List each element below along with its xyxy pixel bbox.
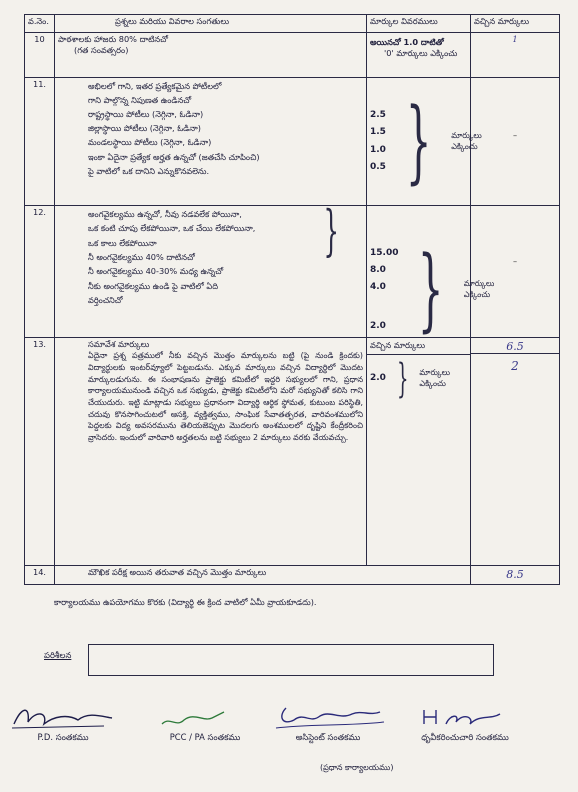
row-description xyxy=(55,33,367,78)
description-line: ఒక కంటి చూపు లేకపోయినా, ఒక చేయి లేకపోయినా, xyxy=(88,223,256,234)
head-office-note: (ప్రధాన కార్యాలయము) xyxy=(320,763,394,772)
table-row xyxy=(25,338,560,566)
table-row xyxy=(25,566,560,585)
row-description xyxy=(55,566,471,585)
description-line: ఒక కాలు లేకపోయినా xyxy=(88,237,157,248)
marks-table xyxy=(24,14,560,585)
marks-value: 1.0 xyxy=(370,144,386,155)
description-line: వర్తించనిచో xyxy=(88,295,123,306)
office-use-note: కార్యాలయము ఉపయోగము కొరకు (విద్యార్థి ఈ క్రింద వాటిలో ఏమీ వ్రాయకూడదు). xyxy=(54,597,317,607)
marks-note xyxy=(419,368,450,390)
row-number: 13. xyxy=(25,338,55,566)
awarded-value: – xyxy=(471,78,560,206)
signature-role: ధృవీకరించుచారి సంతకము xyxy=(421,732,509,742)
header-marks-detail: మార్కుల వివరములు xyxy=(367,15,471,33)
signature-scribble xyxy=(8,702,118,732)
marks-value: 4.0 xyxy=(370,281,386,292)
marks-value: 1.5 xyxy=(370,127,386,138)
row-marks-detail xyxy=(367,33,471,78)
marks-note-line: మార్కులు xyxy=(451,130,482,140)
row-marks-detail xyxy=(367,206,495,342)
description-line: జిల్లాస్థాయి పోటీలు (నెగ్గినా, ఓడినా) xyxy=(88,123,201,134)
description-line: అంగవైకల్యము ఉన్నచో, నీవు నడవలేక పోయినా, xyxy=(88,209,242,219)
marks-block xyxy=(370,88,482,194)
marks-note-line: ఎక్కించు xyxy=(451,141,478,151)
row-title: సమావేశ మార్కులు xyxy=(88,339,150,349)
description-line: మండలస్థాయి పోటీలు (నెగ్గినా, ఓడినా) xyxy=(88,137,212,148)
awarded-value: 1 xyxy=(471,33,560,78)
signature-pcc xyxy=(150,702,260,745)
total-value: 8.5 xyxy=(471,566,560,585)
row-description xyxy=(55,78,367,206)
marks-note-line: మార్కులు xyxy=(419,368,451,378)
signature-pd xyxy=(8,702,118,745)
description-line: మౌఖిక పరీక్ష అయిన తరువాత వచ్చిన మొత్తం మార్కులు xyxy=(88,567,267,577)
description-line: నీ అంగవైకల్యము 40-30% మధ్య ఉన్నచో xyxy=(88,266,224,277)
marks-values xyxy=(370,370,386,387)
subtotal-value: 6.5 xyxy=(471,338,559,354)
marks-value: 2.5 xyxy=(370,110,386,121)
marks-block xyxy=(367,355,470,403)
header-questions: ప్రశ్నలు మరియు వివరాల సంగతులు xyxy=(55,15,367,33)
awarded-value: – xyxy=(471,206,560,338)
marks-value: 8.0 xyxy=(370,264,386,275)
table-row xyxy=(25,206,560,338)
marks-values xyxy=(370,107,386,175)
description-line: రాష్ట్రస్థాయి పోటీలు (నెగ్గినా, ఓడినా) xyxy=(88,109,204,120)
marks-note xyxy=(464,279,495,301)
remarks-box[interactable] xyxy=(88,644,494,676)
description-line: పై వాటిలో ఒక దానిని ఎన్నుకొనవలెను. xyxy=(88,165,210,176)
row-number: 14. xyxy=(25,566,55,585)
marks-line: '0' మార్కులు ఎక్కించు xyxy=(384,48,458,59)
marks-note-line: మార్కులు xyxy=(463,279,495,289)
brace-icon: } xyxy=(418,236,444,342)
marks-value: 2.0 xyxy=(370,373,386,384)
row-number: 10 xyxy=(25,33,55,78)
description-line: గాని పాల్గొన్న నిపుణత ఉండినచో xyxy=(88,95,192,106)
table-header-row xyxy=(25,15,560,33)
marks-value: 0.5 xyxy=(370,161,386,172)
marks-line: అయినచో 1.0 దాటితో xyxy=(370,37,444,47)
row-description xyxy=(55,338,367,566)
marks-value: 15.00 xyxy=(370,247,399,258)
awarded-cell xyxy=(471,338,560,566)
table-row xyxy=(25,78,560,206)
signature-role: P.D. సంతకము xyxy=(37,732,89,742)
marks-note-line: ఎక్కించు xyxy=(463,289,491,299)
marks-value: 2.0 xyxy=(370,320,386,331)
description-paragraph: ఏదైనా ప్రశ్న పత్రములో నీకు వచ్చిన మొత్తం మార్కులను బట్టి (పై నుండి క్రిందకు) విద్యార్థులకు ఇంటర్‌వ్యూలో పెట్టబడును. ఎక్కువ మార్కులు వచ్చిన విద్యార్థిలో మొదట మార్కులడుగును. ఈ సంభాషణను ప్రాజెక్టు కమిటీలో ఇద్దరి సభ్యులలో గాని, ప్రధాన కార్యాలయమునుండి వచ్చిన ఒక సభ్యుడు, ప్రాజెక్టు కమిటీలోని మరో సభ్యునితో కలిసి గాని చేయుదురు. ఇట్టి మాట్లాడు సభ్యులు ప్రధానంగా విద్యార్థి ఆర్థిక స్థోమత, కుటుంబ పరిస్థితి, చదువు కొనసాగించుటలో ఆసక్తి, వ్యక్తిత్వము, సాంఘిక సేవాతత్పరత, వారివంశములోని పెద్దలకు విద్య అవసరమును తెలియజెప్పుట మొదలగు అంశములలో దృష్టిని కేంద్రీకరించి వ్రాసెదరు. ఇందులో వారివారి అర్హతలను బట్టి సభ్యులు 2 మార్కులు వరకు వేయవచ్చు. xyxy=(88,351,363,443)
signature-assistant xyxy=(268,702,388,745)
description-line: ఇంకా ఏదైనా ప్రత్యేక అర్హత ఉన్నచో (జతచేసి చూపించి) xyxy=(88,151,260,162)
row-marks-detail xyxy=(367,338,471,566)
description-line: (గత సంవత్సరం) xyxy=(74,45,129,56)
description-line: నీకు అంగవైకల్యము ఉండి పై వాటిలో ఏది xyxy=(88,280,218,291)
table-row xyxy=(25,33,560,78)
awarded-value: 2 xyxy=(511,359,519,373)
row-marks-detail xyxy=(367,78,482,206)
marks-note-line: ఎక్కించు xyxy=(419,379,446,388)
signature-role: అసిస్టెంట్ సంతకము xyxy=(295,732,361,742)
row-description xyxy=(55,199,367,338)
row-number: 11. xyxy=(25,78,55,206)
marks-note xyxy=(451,131,482,153)
marks-values xyxy=(370,245,398,335)
row-number: 12. xyxy=(25,206,55,338)
signature-scribble xyxy=(268,702,388,732)
marks-block xyxy=(370,236,495,342)
signature-role: PCC / PA సంతకము xyxy=(169,732,241,742)
brace-icon: } xyxy=(323,199,339,262)
signature-verifier xyxy=(400,702,530,745)
brace-icon: } xyxy=(396,356,409,402)
remarks-label: పరిశీలన xyxy=(44,650,72,660)
description-line: పాఠశాలకు హాజరు 80% దాటినచో xyxy=(58,34,169,44)
header-sno: వ.నెం. xyxy=(25,15,55,33)
brace-icon: } xyxy=(405,88,432,194)
header-awarded: వచ్చిన మార్కులు xyxy=(471,15,560,33)
description-line: అభిలలో గాని, ఇతర ప్రత్యేకమైన పోటీలలో xyxy=(88,81,222,91)
description-line: నీ అంగవైకల్యము 40% దాటినచో xyxy=(88,252,195,263)
marks-subheader-label: వచ్చిన మార్కులు xyxy=(370,340,426,350)
signature-scribble xyxy=(150,702,260,732)
signature-scribble xyxy=(400,702,530,732)
